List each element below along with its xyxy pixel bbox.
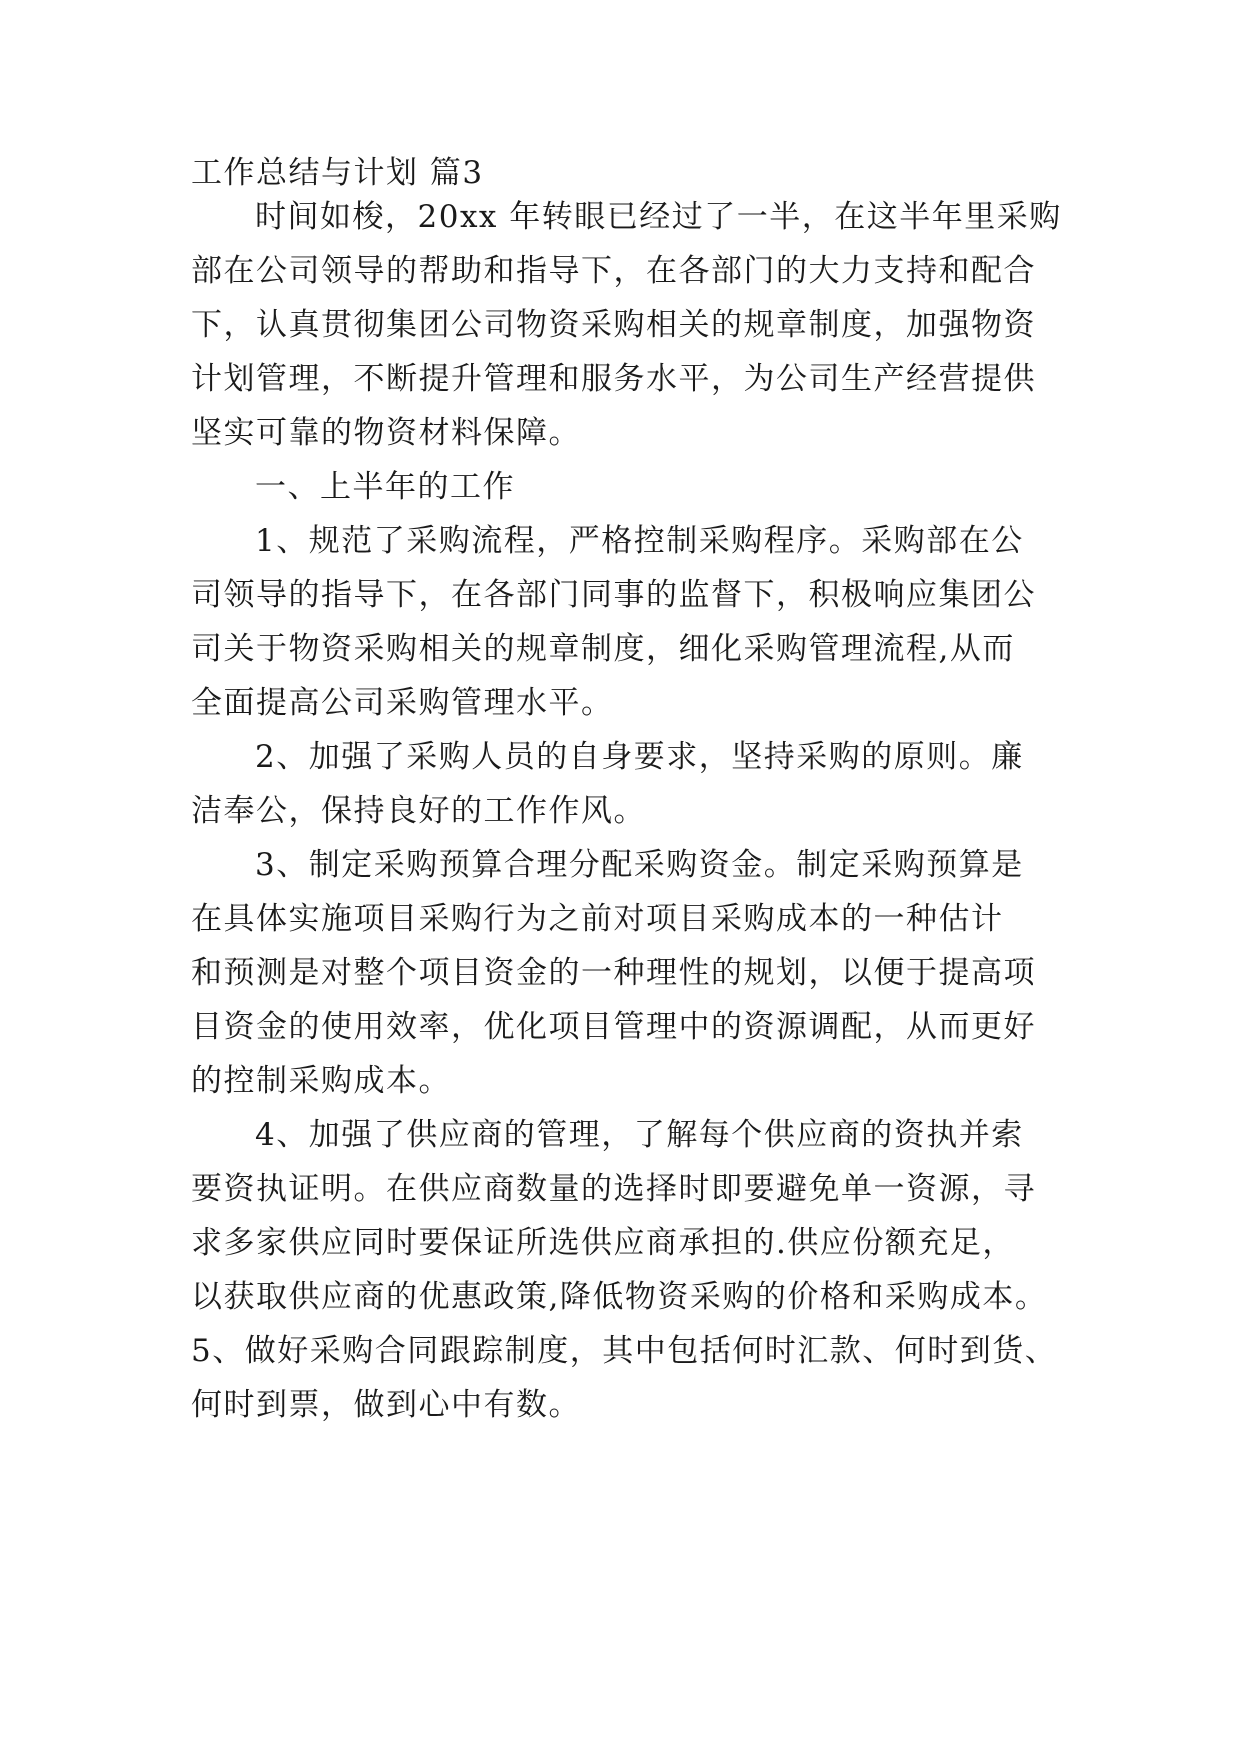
paragraph-line: 何时到票，做到心中有数。	[191, 1387, 581, 1423]
paragraph-line: 坚实可靠的物资材料保障。	[191, 415, 581, 451]
paragraph-line: 要资执证明。在供应商数量的选择时即要避免单一资源，寻	[191, 1171, 1036, 1207]
paragraph-line: 的控制采购成本。	[191, 1063, 451, 1099]
paragraph-line: 在具体实施项目采购行为之前对项目采购成本的一种估计	[191, 901, 1004, 937]
paragraph-line: 全面提高公司采购管理水平。	[191, 685, 614, 721]
paragraph-line: 4、加强了供应商的管理，了解每个供应商的资执并索	[255, 1117, 1024, 1153]
paragraph-line: 5、做好采购合同跟踪制度，其中包括何时汇款、何时到货、	[191, 1333, 1058, 1369]
paragraph-line: 求多家供应同时要保证所选供应商承担的.供应份额充足，	[191, 1225, 1015, 1261]
paragraph-line: 司关于物资采购相关的规章制度，细化采购管理流程,从而	[191, 631, 1015, 667]
document-title: 工作总结与计划 篇3	[191, 155, 484, 191]
paragraph-line: 计划管理，不断提升管理和服务水平，为公司生产经营提供	[191, 361, 1036, 397]
paragraph-line: 部在公司领导的帮助和指导下，在各部门的大力支持和配合	[191, 253, 1036, 289]
paragraph-line: 目资金的使用效率，优化项目管理中的资源调配，从而更好	[191, 1009, 1036, 1045]
paragraph-line: 时间如梭，20xx 年转眼已经过了一半，在这半年里采购	[255, 199, 1062, 235]
paragraph-line: 以获取供应商的优惠政策,降低物资采购的价格和采购成本。	[191, 1279, 1048, 1315]
paragraph-line: 1、规范了采购流程，严格控制采购程序。采购部在公	[255, 523, 1024, 559]
section-heading: 一、上半年的工作	[255, 469, 515, 505]
paragraph-line: 3、制定采购预算合理分配采购资金。制定采购预算是	[255, 847, 1024, 883]
paragraph-line: 和预测是对整个项目资金的一种理性的规划，以便于提高项	[191, 955, 1036, 991]
paragraph-line: 2、加强了采购人员的自身要求，坚持采购的原则。廉	[255, 739, 1024, 775]
paragraph-line: 洁奉公，保持良好的工作作风。	[191, 793, 646, 829]
paragraph-line: 下，认真贯彻集团公司物资采购相关的规章制度，加强物资	[191, 307, 1036, 343]
paragraph-line: 司领导的指导下，在各部门同事的监督下，积极响应集团公	[191, 577, 1036, 613]
